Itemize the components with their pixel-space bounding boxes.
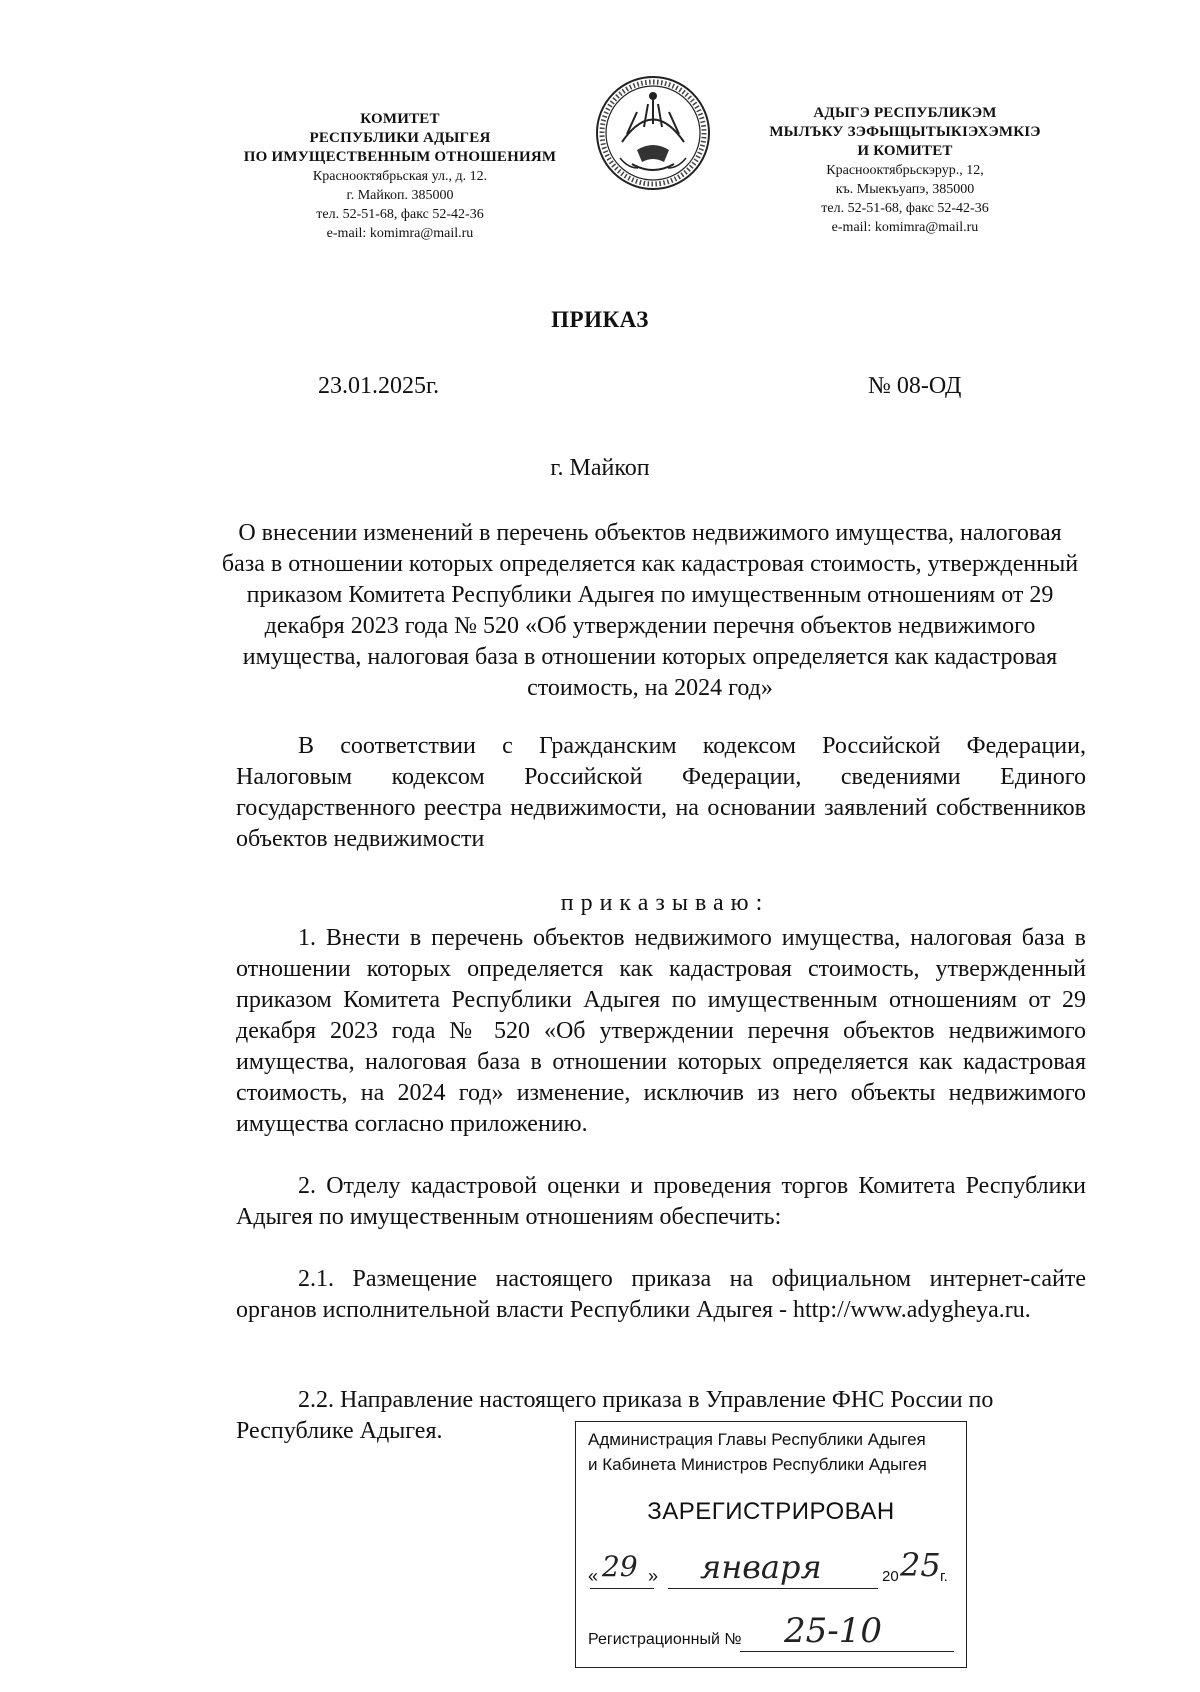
- document-subject: О внесении изменений в перечень объектов недвижимого имущества, налоговая база в отношении которых определяется как кадастровая стоимость, утвержденный приказом Комитета Республики Адыгея по имущественным отношениям от 29 декабря 2023 года № 520 «Об утверждении перечня объектов недвижимого имущества, налоговая база в отношении которых определяется как кадастровая стоимость, на 2024 год»: [221, 520, 1079, 701]
- stamp-org-line1: Администрация Главы Республики Адыгея: [588, 1430, 926, 1449]
- org-address: Краснооктябрьская ул., д. 12.: [312, 169, 488, 184]
- stamp-date-row: [588, 1546, 954, 1594]
- org-name-line3: ПО ИМУЩЕСТВЕННЫМ ОТНОШЕНИЯМ: [243, 149, 557, 165]
- preamble-paragraph: В соответствии с Гражданским кодексом Российской Федерации, Налоговым кодексом Российской Федерации, сведениями Единого государственного реестра недвижимости, на основании заявлений собственников объектов недвижимости: [236, 733, 1086, 852]
- org-email: e-mail: komimra@mail.ru: [326, 226, 474, 241]
- stamp-day: 29: [602, 1550, 638, 1583]
- org-address-adyghe: Краснооктябрьскэрур., 12,: [826, 163, 984, 178]
- item-2-1-paragraph: 2.1. Размещение настоящего приказа на официальном интернет-сайте органов исполнительной власти Республики Адыгея - http://www.adygheya.ru.: [236, 1266, 1086, 1323]
- order-word: приказываю:: [560, 890, 770, 916]
- stamp-status: ЗАРЕГИСТРИРОВАН: [647, 1498, 895, 1525]
- item-2-2-line2: Республике Адыгея.: [236, 1418, 443, 1444]
- stamp-year-prefix: 20: [882, 1568, 899, 1585]
- stamp-quote-open: «: [588, 1566, 599, 1586]
- stamp-year-suffix: 25: [900, 1546, 941, 1584]
- document-date: 23.01.2025г.: [318, 373, 440, 399]
- org-city: г. Майкоп. 385000: [346, 188, 454, 203]
- document-title: ПРИКАЗ: [551, 307, 649, 332]
- org-city-adyghe: къ. Мыекъуапэ, 385000: [835, 182, 975, 197]
- document-number: № 08-ОД: [868, 373, 962, 399]
- org-name-adyghe-line2: МЫЛЪКУ ЗЭФЫЩЫТЫКIЭХЭМКIЭ: [769, 124, 1041, 140]
- coat-of-arms-icon: [592, 72, 714, 194]
- stamp-day-underline: [590, 1588, 654, 1589]
- stamp-quote-close: »: [648, 1566, 659, 1586]
- org-name-adyghe-line3: И КОМИТЕТ: [857, 143, 953, 159]
- stamp-month: января: [700, 1548, 822, 1586]
- stamp-regno: 25-10: [784, 1611, 883, 1651]
- item-2-paragraph: 2. Отделу кадастровой оценки и проведения торгов Комитета Республики Адыгея по имущественным отношениям обеспечить:: [236, 1173, 1086, 1230]
- header-left: [210, 110, 590, 243]
- org-name-adyghe-line1: АДЫГЭ РЕСПУБЛИКЭМ: [813, 105, 997, 121]
- org-email-adyghe: e-mail: komimra@mail.ru: [831, 220, 979, 235]
- stamp-year-unit: г.: [940, 1568, 948, 1585]
- header-right: [720, 104, 1090, 237]
- stamp-org-line2: и Кабинета Министров Республики Адыгея: [588, 1455, 927, 1474]
- document-city: г. Майкоп: [550, 455, 650, 481]
- org-name-line1: КОМИТЕТ: [360, 111, 440, 127]
- org-phone: тел. 52-51-68, факс 52-42-36: [316, 207, 484, 222]
- stamp-regno-row: [588, 1611, 954, 1659]
- org-phone-adyghe: тел. 52-51-68, факс 52-42-36: [821, 201, 989, 216]
- stamp-regno-label: Регистрационный №: [588, 1631, 742, 1648]
- registration-stamp: [575, 1421, 967, 1668]
- org-name-line2: РЕСПУБЛИКИ АДЫГЕЯ: [309, 130, 491, 146]
- stamp-month-underline: [668, 1588, 878, 1589]
- item-1-paragraph: 1. Внести в перечень объектов недвижимого имущества, налоговая база в отношении которых определяется как кадастровая стоимость, утвержденный приказом Комитета Республики Адыгея по имущественным отношениям от 29 декабря 2023 года № 520 «Об утверждении перечня объектов недвижимого имущества, налоговая база в отношении которых определяется как кадастровая стоимость, на 2024 год» изменение, исключив из него объекты недвижимого имущества согласно приложению.: [236, 925, 1086, 1137]
- item-2-2-line1: 2.2. Направление настоящего приказа в Управление ФНС России по: [298, 1387, 994, 1413]
- stamp-regno-underline: [740, 1651, 954, 1652]
